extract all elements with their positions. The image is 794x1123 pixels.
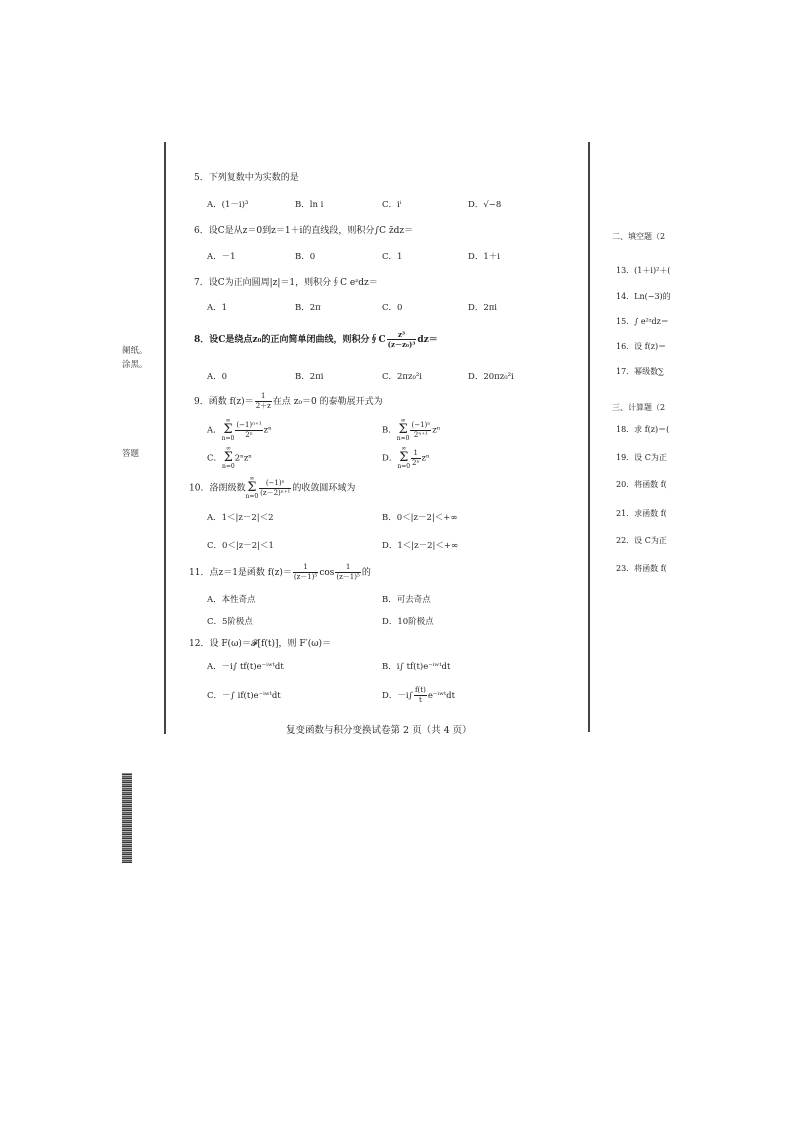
q9-a-sum — [222, 418, 235, 442]
q7-option-c: C．0 — [382, 303, 403, 313]
q9-b-fraction — [410, 421, 431, 440]
q9-option-a — [207, 418, 272, 442]
sum-top: ∞ — [401, 445, 407, 452]
q11-num2: 1 — [335, 563, 360, 573]
q6-stem: 6．设C是从z＝0到z＝1＋i的直线段，则积分∫C z̄dz＝ — [194, 226, 414, 236]
q10-frac-num: (−1)ⁿ — [259, 479, 291, 489]
q9-a-num: (−1)ⁿ⁺¹ — [236, 420, 262, 429]
sigma-icon: Σ — [223, 422, 233, 437]
q8-fraction — [387, 330, 417, 349]
rq18: 18．求 f(z)＝( — [616, 425, 670, 434]
q11-cos: cos — [319, 568, 335, 578]
q6-option-d: D．1＋i — [468, 252, 500, 262]
q9-a-label: A． — [207, 425, 222, 436]
q11-den2: (z－1)⁵ — [336, 573, 360, 581]
q10-frac-den: (z－2)ⁿ⁺¹ — [260, 488, 291, 497]
q12-d-pre: D．－i∫ — [382, 691, 413, 701]
q10-stem-pre: 10．洛朗级数 — [189, 483, 246, 494]
sigma-icon: Σ — [399, 450, 409, 465]
q12-d-den: t — [418, 696, 422, 704]
q5-option-c: C．iⁱ — [382, 200, 402, 210]
sum-bot: n=0 — [396, 435, 410, 442]
q10-option-d: D．1＜|z－2|＜+∞ — [382, 541, 459, 551]
q8-frac-den: (z－z₀)³ — [387, 340, 416, 349]
q9-stem — [194, 392, 383, 411]
q9-option-d — [382, 446, 430, 470]
q9-d-den: 2ⁿ — [412, 458, 420, 467]
q7-option-b: B．2π — [295, 303, 321, 313]
q12-d-fraction — [414, 686, 427, 705]
sum-top: ∞ — [400, 417, 406, 424]
q9-stem-post: 在点 z₀＝0 的泰勒展开式为 — [272, 397, 383, 407]
q8-option-c: C．2πz₀²i — [382, 372, 423, 382]
sigma-icon: Σ — [398, 422, 408, 437]
q9-b-den: 2ⁿ⁺¹ — [413, 430, 428, 439]
q10-sum — [245, 476, 258, 500]
rq23: 23．将函数 f( — [616, 564, 667, 573]
q6-option-a: A．－1 — [207, 252, 236, 262]
q9-c-label: C． — [207, 453, 223, 464]
rq19: 19．设 C为正 — [616, 453, 667, 462]
q9-d-label: D． — [382, 453, 398, 464]
q9-b-label: B． — [382, 425, 397, 436]
q5-option-a: A．(1－i)³ — [207, 200, 249, 210]
q9-c-sum — [222, 446, 235, 470]
q7-option-a: A．1 — [207, 303, 228, 313]
q10-stem-post: 的收敛圆环域为 — [292, 483, 356, 494]
q12-option-b: B．i∫ tf(t)e⁻ⁱʷᵗdt — [382, 662, 451, 672]
q11-option-d: D．10阶极点 — [382, 617, 434, 627]
q12-d-post: e⁻ⁱʷᵗdt — [427, 691, 455, 701]
q9-option-c — [207, 446, 252, 470]
q9-d-sum — [397, 446, 410, 470]
q11-fraction-1 — [293, 563, 318, 582]
q9-b-tail: zⁿ — [432, 425, 441, 436]
q11-stem-post: 的 — [361, 568, 371, 578]
q10-option-c: C．0＜|z－2|＜1 — [207, 541, 274, 551]
q9-d-tail: zⁿ — [421, 453, 430, 464]
q11-option-c: C．5阶极点 — [207, 617, 253, 627]
sum-bot: n=0 — [245, 493, 259, 500]
margin-text-2: 涂黑。 — [122, 360, 148, 370]
q9-stem-pre: 9．函数 f(z)＝ — [194, 397, 254, 407]
rq16: 16．设 f(z)＝ — [616, 342, 667, 351]
q9-fraction — [255, 392, 272, 411]
q10-stem — [189, 476, 355, 500]
page-footer: 复变函数与积分变换试卷第 2 页（共 4 页） — [286, 725, 472, 736]
q9-d-fraction — [411, 449, 420, 468]
barcode-strip — [122, 773, 132, 863]
sum-top: ∞ — [249, 475, 255, 482]
q11-option-a: A．本性奇点 — [207, 595, 256, 605]
q9-c-tail: 2ⁿzⁿ — [234, 453, 252, 464]
q8-option-b: B．2πi — [295, 372, 324, 382]
sum-bot: n=0 — [222, 463, 235, 470]
q10-option-a: A．1＜|z－2|＜2 — [207, 513, 274, 523]
section-2-heading: 二、填空题（2 — [612, 232, 666, 241]
q9-d-num: 1 — [411, 449, 420, 459]
q10-option-b: B．0＜|z－2|＜+∞ — [382, 513, 458, 523]
q11-option-b: B．可去奇点 — [382, 595, 431, 605]
rq13: 13．(1＋i)²＋( — [616, 266, 671, 275]
right-column — [612, 226, 794, 586]
q9-a-den: 2ⁿ — [245, 430, 253, 439]
margin-text-1: 阑纸。 — [122, 346, 148, 356]
rq21: 21．求函数 f( — [616, 509, 667, 518]
rq14: 14．Ln(−3)的 — [616, 292, 671, 301]
rq15: 15．∫ e²ᶻdz＝ — [616, 317, 669, 326]
q12-option-c: C．－∫ if(t)e⁻ⁱʷᵗdt — [207, 691, 281, 701]
q10-fraction — [259, 479, 291, 498]
rq20: 20．将函数 f( — [616, 480, 667, 489]
q8-stem — [194, 330, 438, 349]
q11-den1: (z－1)⁵ — [293, 573, 318, 581]
sigma-icon: Σ — [223, 450, 233, 465]
margin-text-3: 答题 — [122, 449, 140, 459]
q11-num1: 1 — [293, 563, 318, 573]
sum-top: ∞ — [225, 417, 231, 424]
q12-d-num: f(t) — [414, 686, 426, 694]
sigma-icon: Σ — [247, 480, 257, 495]
q9-a-fraction — [235, 421, 262, 440]
q8-option-d: D．20πz₀²i — [468, 372, 514, 382]
rq17: 17．幂级数∑ — [616, 367, 664, 376]
q8-frac-num: z³ — [387, 330, 417, 340]
q11-stem-pre: 11．点z＝1是函数 f(z)＝ — [189, 568, 292, 578]
q9-frac-den: 2＋z — [255, 402, 271, 410]
q12-option-a: A．－i∫ tf(t)e⁻ⁱʷᵗdt — [207, 662, 284, 672]
sum-bot: n=0 — [397, 463, 411, 470]
sum-top: ∞ — [225, 445, 231, 452]
rq22: 22．设 C为正 — [616, 536, 667, 545]
q6-option-b: B．0 — [295, 252, 316, 262]
q11-fraction-2 — [335, 563, 360, 582]
q6-option-c: C．1 — [382, 252, 403, 262]
q12-stem: 12．设 F(ω)＝𝓕[f(t)]，则 F′(ω)＝ — [189, 639, 332, 649]
section-3-heading: 三、计算题（2 — [612, 403, 666, 412]
right-border-line — [588, 142, 590, 732]
q9-option-b — [382, 418, 440, 442]
q9-frac-num: 1 — [255, 392, 272, 402]
q8-stem-post: dz＝ — [417, 335, 438, 345]
q7-stem: 7．设C为正向圆周|z|＝1，则积分∮C eᶻdz＝ — [194, 278, 378, 288]
q5-stem: 5．下列复数中为实数的是 — [194, 173, 299, 183]
q8-option-a: A．0 — [207, 372, 228, 382]
sum-bot: n=0 — [221, 435, 235, 442]
q5-option-d: D．√−8 — [468, 200, 502, 210]
q5-option-b: B．ln i — [295, 200, 324, 210]
q12-option-d — [382, 686, 455, 705]
q8-stem-pre: 8．设C是绕点z₀的正向简单闭曲线，则积分∮C — [194, 335, 386, 345]
q11-stem — [189, 563, 371, 582]
q7-option-d: D．2πi — [468, 303, 498, 313]
q9-b-sum — [397, 418, 410, 442]
left-border-line — [164, 142, 166, 734]
q9-b-num: (−1)ⁿ — [411, 420, 431, 429]
q9-a-tail: zⁿ — [263, 425, 272, 436]
